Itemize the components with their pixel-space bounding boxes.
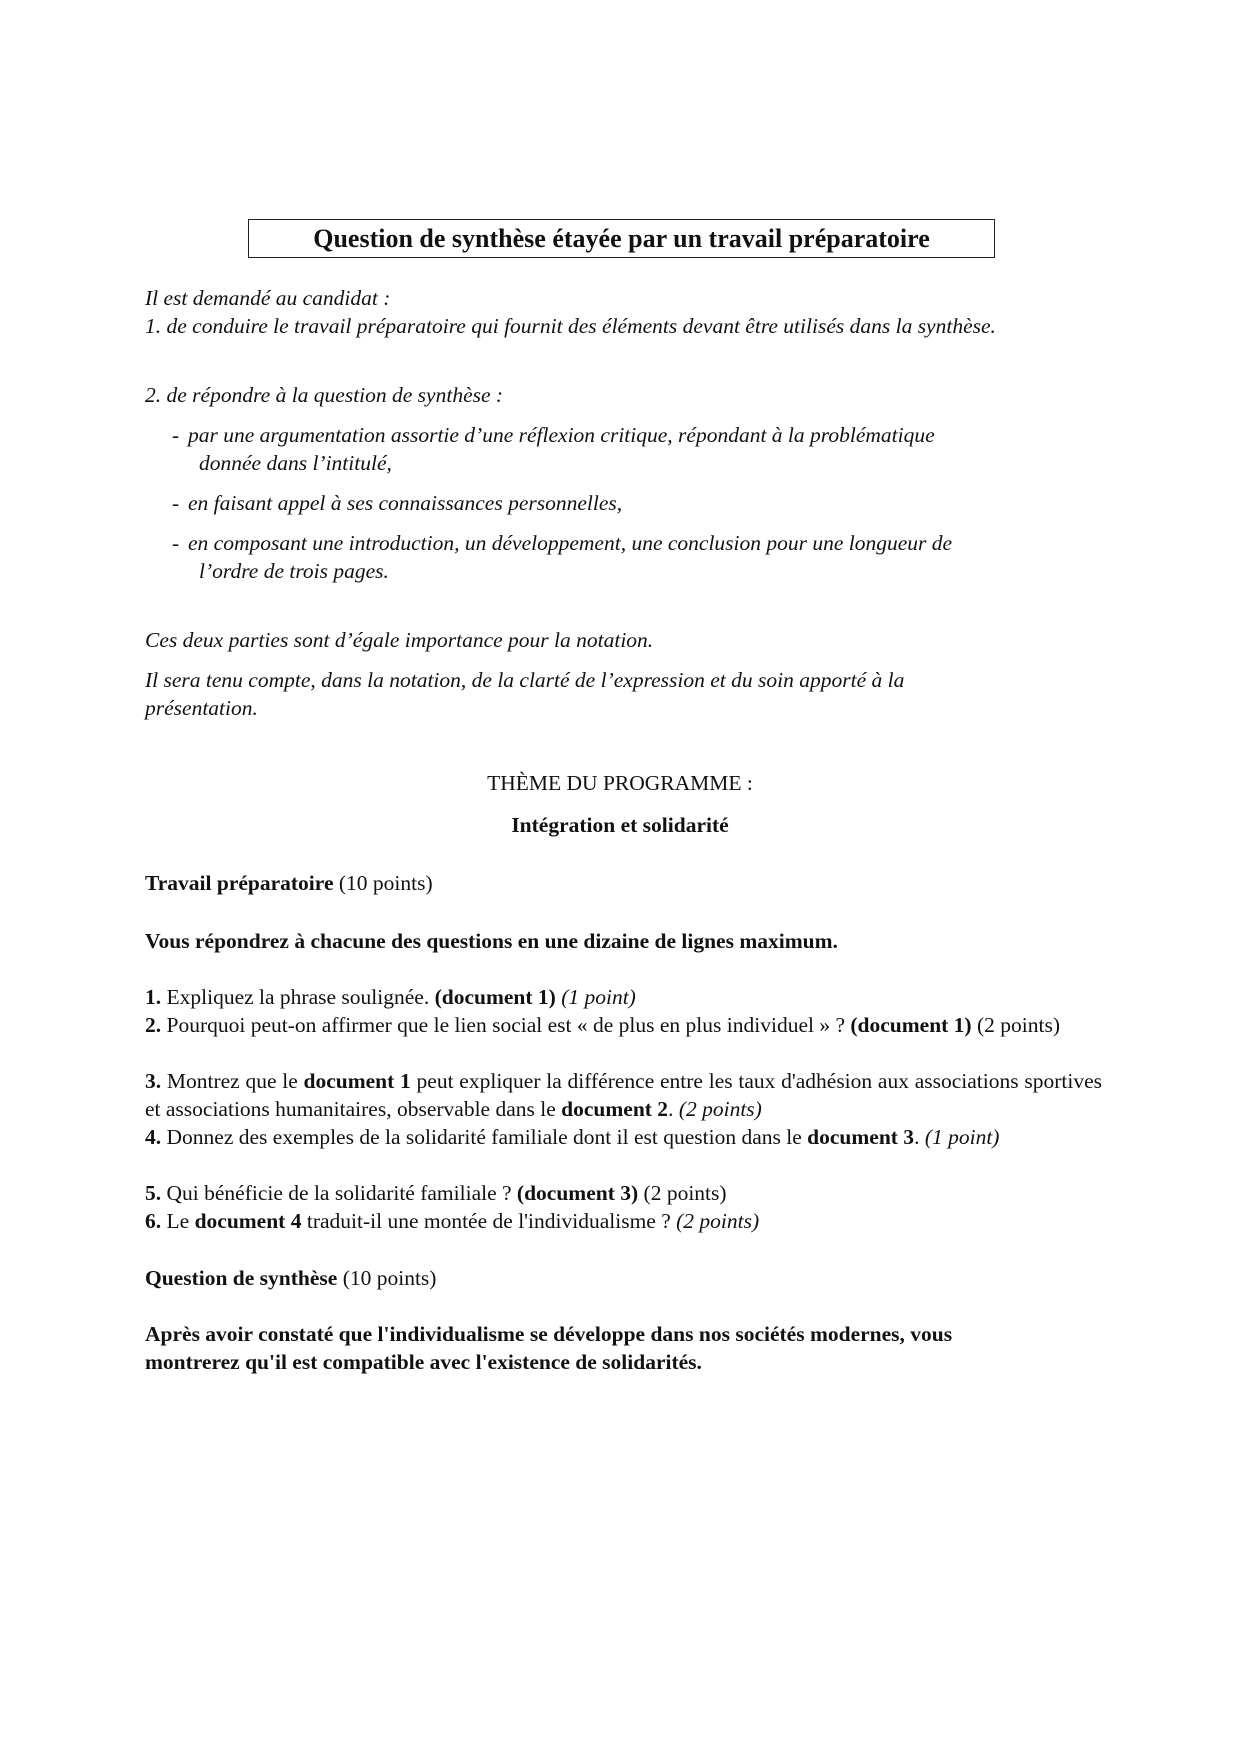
travail-heading [145, 869, 1102, 897]
page-title-text: Question de synthèse étayée par un travail préparatoire [313, 223, 930, 253]
bullet-dash: - [172, 491, 180, 515]
question-number: 3. [145, 1069, 162, 1093]
instruction-bullet-1 [172, 421, 1102, 477]
question-points: (2 points) [643, 1181, 727, 1205]
instructions-intro: Il est demandé au candidat : [145, 286, 391, 310]
question-5 [145, 1179, 1102, 1207]
synthese-points: (10 points) [342, 1266, 437, 1290]
document-ref: (document 1) [434, 985, 556, 1009]
question-text: peut expliquer la différence entre les taux d'adhésion aux [416, 1069, 909, 1093]
synthese-heading [145, 1264, 1102, 1292]
synthese-heading-text: Question de synthèse [145, 1266, 338, 1290]
question-number: 4. [145, 1125, 162, 1149]
theme-name: Intégration et solidarité [511, 813, 729, 837]
instruction-bullet-3 [172, 529, 1102, 585]
question-text: Qui bénéficie de la solidarité familiale ? [166, 1181, 512, 1205]
question-4 [145, 1123, 1102, 1151]
bullet-dash: - [172, 531, 180, 555]
theme-label: THÈME DU PROGRAMME : [487, 771, 753, 795]
question-text: . [668, 1097, 674, 1121]
bullet-continuation: donnée dans l’intitulé, [199, 451, 392, 475]
question-points: (1 point) [924, 1125, 1000, 1149]
question-text: Montrez que le [166, 1069, 298, 1093]
instruction-item-2: 2. de répondre à la question de synthèse : [145, 383, 504, 407]
question-points: (1 point) [561, 985, 636, 1009]
question-points: (2 points) [676, 1209, 760, 1233]
bullet-continuation: l’ordre de trois pages. [199, 559, 389, 583]
question-text: Le [166, 1209, 190, 1233]
question-points: (2 points) [678, 1097, 762, 1121]
question-number: 1. [145, 985, 162, 1009]
question-2 [145, 1011, 1102, 1039]
synthese-question-line-1: Après avoir constaté que l'individualisme se développe dans nos sociétés modernes, vous [145, 1322, 953, 1346]
page-title [248, 219, 995, 258]
bullet-text: par une argumentation assortie d’une réflexion critique, répondant à la problématique [188, 423, 935, 447]
question-1 [145, 983, 1102, 1011]
bullet-dash: - [172, 423, 180, 447]
document-ref: document 1 [303, 1069, 411, 1093]
document-ref: document 4 [194, 1209, 302, 1233]
document-ref: document 2 [561, 1097, 669, 1121]
question-number: 6. [145, 1209, 162, 1233]
travail-heading-text: Travail préparatoire [145, 871, 334, 895]
question-3 [145, 1067, 1102, 1123]
synthese-question-line-2: montrerez qu'il est compatible avec l'existence de solidarités. [145, 1350, 702, 1374]
question-text: Pourquoi peut-on affirmer que le lien social est « de plus en plus individuel » ? [166, 1013, 845, 1037]
instruction-item-1: 1. de conduire le travail préparatoire qui fournit des éléments devant être utilisés dans la synthèse. [145, 314, 996, 338]
question-text: associations sportives et associations humanitaires, observable dans le [145, 1069, 1102, 1121]
bullet-text: en composant une introduction, un développement, une conclusion pour une longueur de [188, 531, 953, 555]
travail-points: (10 points) [338, 871, 433, 895]
question-6 [145, 1207, 1102, 1235]
presentation-note-line-2: présentation. [145, 696, 258, 720]
document-ref: (document 1) [850, 1013, 972, 1037]
question-text: Expliquez la phrase soulignée. [166, 985, 430, 1009]
question-number: 2. [145, 1013, 162, 1037]
notation-note: Ces deux parties sont d’égale importance pour la notation. [145, 628, 654, 652]
travail-instruction: Vous répondrez à chacune des questions en une dizaine de lignes maximum. [145, 929, 838, 953]
question-points: (2 points) [976, 1013, 1060, 1037]
question-number: 5. [145, 1181, 162, 1205]
question-text: traduit-il une montée de l'individualisme ? [306, 1209, 671, 1233]
bullet-text: en faisant appel à ses connaissances personnelles, [188, 491, 623, 515]
document-ref: document 3 [807, 1125, 915, 1149]
presentation-note-line-1: Il sera tenu compte, dans la notation, de la clarté de l’expression et du soin apporté à la [145, 668, 905, 692]
document-ref: (document 3) [516, 1181, 639, 1205]
question-text: Donnez des exemples de la solidarité familiale dont il est question dans le [166, 1125, 802, 1149]
instruction-bullet-2 [172, 489, 1102, 517]
question-text: . [914, 1125, 920, 1149]
